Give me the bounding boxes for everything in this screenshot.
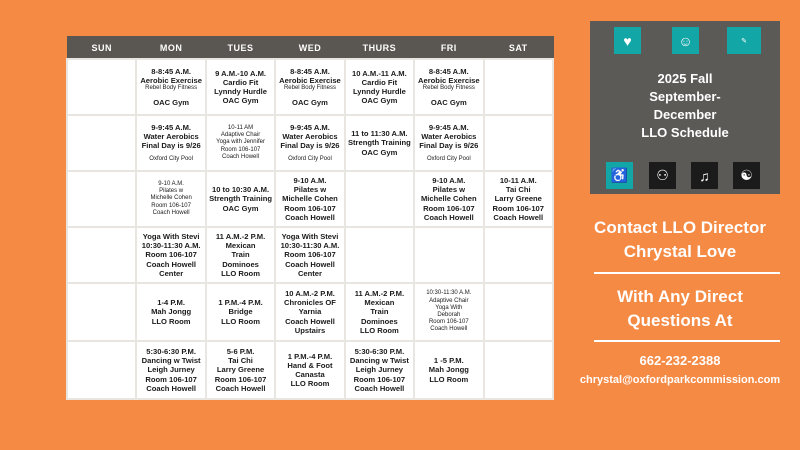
schedule-cell (275, 115, 344, 171)
schedule-cell (136, 341, 205, 399)
event-line: Dancing w Twist (349, 356, 409, 366)
event-line: Coach Howell (354, 383, 405, 393)
event-line: Canasta (295, 370, 325, 379)
schedule-cell (345, 59, 414, 115)
schedule-body (67, 59, 553, 399)
event-line: OAC Gym (292, 97, 328, 107)
schedule-cell (136, 59, 205, 115)
event-line: Lynndy Hurdle (214, 87, 267, 96)
event-line: 10 to 10:30 A.M. (211, 185, 270, 195)
event-line: Leigh Jurney (355, 365, 404, 375)
event-line: 9-10 A.M. (158, 181, 184, 188)
taichi-icon: ☯ (733, 162, 760, 189)
event-line: LLO Room (151, 316, 191, 326)
event-line: Dominoes (222, 259, 259, 269)
people-icon: ⚇ (649, 162, 676, 189)
event-line: 9-9:45 A.M. (151, 123, 192, 133)
event-line: Strength Training (209, 194, 272, 204)
event-line: Oxford City Pool (426, 155, 471, 162)
event-line: Room 106-107 (353, 374, 406, 384)
schedule-cell (206, 341, 275, 399)
event-line: Yarnia (298, 307, 322, 317)
schedule-cell (275, 227, 344, 283)
schedule-cell (275, 283, 344, 341)
event-line: Center (159, 268, 184, 278)
event-line: 1-4 P.M. (157, 298, 185, 308)
schedule-cell (345, 115, 414, 171)
event-line: Yoga With (435, 304, 463, 311)
day-header: WED (275, 37, 344, 60)
event-line: Room 106-107 (151, 202, 191, 209)
schedule-cell (484, 341, 553, 399)
event-line: 10:30-11:30 A.M. (141, 241, 201, 251)
event-line: Coach Howell (285, 316, 335, 326)
schedule-cell (414, 171, 483, 227)
card-title-line: December (653, 107, 717, 122)
user-icon: ☺ (672, 27, 699, 54)
event-line: Pilates w (159, 188, 184, 195)
card-title (590, 70, 780, 142)
event-line: Upstairs (294, 325, 326, 335)
event-line: Water Aerobics (282, 132, 338, 142)
event-line: Oxford City Pool (149, 155, 193, 162)
event-line: Room 106-107 (492, 203, 545, 213)
schedule-cell (67, 171, 136, 227)
schedule-row (67, 59, 553, 115)
event-line: OAC Gym (222, 203, 259, 213)
schedule-cell (206, 227, 275, 283)
event-line: Room 106-107 (423, 203, 475, 213)
schedule-cell (484, 283, 553, 341)
event-line: 11 to 11:30 A.M. (351, 129, 408, 139)
card-title-line: 2025 Fall (657, 71, 713, 86)
event-line: Leigh Jurney (147, 365, 195, 375)
schedule-cell (67, 283, 136, 341)
event-line: OAC Gym (430, 97, 467, 107)
event-line: 8-8:45 A.M. (428, 67, 469, 77)
event-line: 11 A.M.-2 P.M. (354, 289, 405, 299)
event-line: 10 A.M.-2 P.M. (285, 289, 335, 299)
schedule-cell (484, 115, 553, 171)
event-line: Yoga with Jennifer (216, 139, 265, 146)
event-line: Pilates w (432, 185, 466, 195)
event-line: 10:30-11:30 A.M. (280, 241, 340, 251)
schedule-cell (414, 341, 483, 399)
event-line: 1 P.M.-4 P.M. (218, 298, 263, 308)
event-line: Cardio Fit (361, 77, 398, 87)
event-line: Coach Howell (430, 326, 468, 333)
event-line: 5:30-6:30 P.M. (146, 347, 196, 357)
contact-line: Questions At (627, 311, 733, 330)
event-line: Coach Howell (285, 212, 335, 222)
event-line: Water Aerobics (143, 132, 199, 142)
event-line: Dancing w Twist (141, 356, 201, 366)
schedule-row (67, 171, 553, 227)
event-line: 5:30-6:30 P.M. (354, 347, 405, 357)
event-line: Mexican (225, 241, 256, 251)
schedule-cell (206, 171, 275, 227)
card-title-line: LLO Schedule (641, 125, 729, 140)
event-line: Final Day is 9/26 (280, 141, 340, 151)
event-line: Center (297, 268, 322, 278)
contact-subheading (560, 285, 800, 333)
event-line: 10-11 A.M. (499, 176, 537, 186)
event-line: Coach Howell (146, 383, 197, 393)
event-line: 1 P.M.-4 P.M. (287, 351, 333, 361)
event-line: 10-11 AM (227, 125, 254, 132)
schedule-cell (67, 227, 136, 283)
phone-number: 662-232-2388 (639, 353, 721, 368)
event-line: Strength Training (347, 138, 411, 148)
event-line: 10:30-11:30 A.M. (426, 290, 472, 297)
card-title-line: September- (649, 89, 721, 104)
event-line: Room 106-107 (145, 250, 197, 260)
event-line: Room 106-107 (214, 374, 267, 384)
schedule-cell (345, 227, 414, 283)
event-line: 9-9:45 A.M. (290, 123, 330, 133)
day-header: FRI (414, 37, 483, 60)
event-line: Larry Greene (494, 194, 542, 204)
schedule-cell (275, 171, 344, 227)
schedule-cell (345, 283, 414, 341)
schedule-cell (206, 59, 275, 115)
event-line: Room 106-107 (145, 374, 197, 384)
event-line: Michelle Cohen (420, 194, 477, 204)
event-line: Dominoes (361, 316, 398, 326)
event-line: Cardio Fit (222, 77, 259, 87)
event-line: Room 106-107 (428, 319, 469, 326)
event-line: OAC Gym (361, 147, 398, 157)
event-line: Water Aerobics (421, 132, 477, 142)
event-line: 1 -5 P.M. (433, 356, 464, 366)
event-line: 9-9:45 A.M. (428, 123, 469, 133)
schedule-cell (345, 341, 414, 399)
divider (594, 272, 780, 274)
schedule-cell (206, 115, 275, 171)
event-line: Room 106-107 (284, 250, 336, 260)
dance-icon: ♫ (691, 162, 718, 189)
event-line: 9-10 A.M. (432, 176, 466, 186)
schedule-cell (136, 227, 205, 283)
event-line: Deborah (437, 312, 461, 318)
event-line: Pilates w (293, 185, 327, 195)
event-line: Mah Jongg (151, 307, 192, 317)
event-line: Aerobic Exercise (140, 76, 202, 86)
day-header: SUN (67, 37, 136, 60)
schedule-row (67, 115, 553, 171)
contact-line: With Any Direct (617, 287, 743, 306)
event-line: Yoga With Stevi (142, 232, 200, 242)
event-line: 11 A.M.-2 P.M. (215, 232, 266, 242)
schedule-cell (206, 283, 275, 341)
day-header: MON (136, 37, 205, 60)
event-line: Train (231, 250, 250, 260)
schedule-cell (136, 115, 205, 171)
event-line: 8-8:45 A.M. (290, 67, 330, 77)
event-line: LLO Room (429, 374, 469, 384)
schedule-cell (484, 227, 553, 283)
event-line: Rebel Body Fitness (283, 85, 336, 92)
event-line: Rebel Body Fitness (422, 85, 475, 92)
schedule-cell (275, 59, 344, 115)
event-line: Hand & Foot (287, 360, 333, 370)
event-line: 8-8:45 A.M. (151, 67, 192, 77)
event-line: 10 A.M.-11 A.M. (352, 68, 407, 78)
event-line: Yoga With Stevi (281, 232, 339, 242)
day-header-row (67, 37, 553, 60)
event-line: Coach Howell (152, 209, 190, 216)
weekly-schedule-table (66, 36, 554, 400)
schedule-row (67, 283, 553, 341)
event-line: Coach Howell (222, 153, 260, 160)
event-line: 9-10 A.M. (293, 176, 327, 186)
contact-line: Contact LLO Director (594, 218, 766, 237)
event-line: Oxford City Pool (288, 155, 332, 162)
event-line: Bridge (228, 307, 253, 317)
heart-icon: ♥ (614, 27, 641, 54)
event-line: Mexican (364, 298, 395, 308)
text-badge-icon: ✎ (727, 27, 761, 54)
schedule-row (67, 227, 553, 283)
event-line: Michelle Cohen (282, 194, 338, 204)
event-line: OAC Gym (222, 96, 259, 106)
event-line: LLO Room (221, 268, 260, 278)
event-line: Tai Chi (505, 185, 531, 195)
divider (594, 340, 780, 342)
schedule-cell (67, 341, 136, 399)
event-line: Coach Howell (215, 383, 266, 393)
event-line: Tai Chi (228, 356, 253, 366)
event-line: Coach Howell (285, 259, 335, 269)
event-line: OAC Gym (361, 96, 398, 106)
event-line: Coach Howell (493, 212, 544, 222)
schedule-cell (136, 171, 205, 227)
contact-line: Chrystal Love (623, 242, 737, 261)
event-line: Chronicles OF (284, 298, 336, 308)
event-line: Mah Jongg (428, 365, 469, 375)
event-line: Train (370, 307, 389, 317)
day-header: THURS (345, 37, 414, 60)
day-header: TUES (206, 37, 275, 60)
event-line: Larry Greene (216, 365, 265, 375)
event-line: 5-6 P.M. (226, 347, 255, 357)
event-line: Final Day is 9/26 (419, 141, 479, 151)
schedule-cell (414, 283, 483, 341)
title-card (590, 21, 780, 194)
day-header: SAT (484, 37, 553, 60)
event-line: Michelle Cohen (150, 195, 192, 202)
schedule-row (67, 341, 553, 399)
event-line: Room 106-107 (284, 203, 336, 213)
event-line: Coach Howell (423, 212, 474, 222)
schedule-cell (414, 227, 483, 283)
schedule-cell (67, 59, 136, 115)
event-line: LLO Room (290, 379, 330, 389)
event-line: Rebel Body Fitness (145, 85, 198, 92)
schedule-cell (67, 115, 136, 171)
schedule-cell (414, 115, 483, 171)
event-line: OAC Gym (153, 97, 190, 107)
contact-heading (560, 216, 800, 264)
event-line: Coach Howell (146, 259, 197, 269)
event-line: LLO Room (359, 325, 399, 335)
schedule-cell (136, 283, 205, 341)
event-line: Final Day is 9/26 (141, 141, 201, 151)
event-line: 9 A.M.-10 A.M. (215, 68, 267, 78)
schedule-cell (484, 171, 553, 227)
event-line: Aerobic Exercise (418, 76, 480, 86)
event-line: LLO Room (221, 316, 260, 326)
schedule-cell (414, 59, 483, 115)
event-line: Room 106-107 (220, 146, 261, 153)
chair-icon: ♿ (606, 162, 633, 189)
event-line: Lynndy Hurdle (352, 87, 406, 96)
event-line: Adaptive Chair (220, 132, 261, 139)
event-line: Adaptive Chair (429, 297, 469, 304)
schedule-cell (345, 171, 414, 227)
schedule-cell (275, 341, 344, 399)
event-line: Aerobic Exercise (279, 76, 341, 86)
schedule-cell (484, 59, 553, 115)
email-address[interactable]: chrystal@oxfordparkcommission.com (579, 374, 781, 386)
